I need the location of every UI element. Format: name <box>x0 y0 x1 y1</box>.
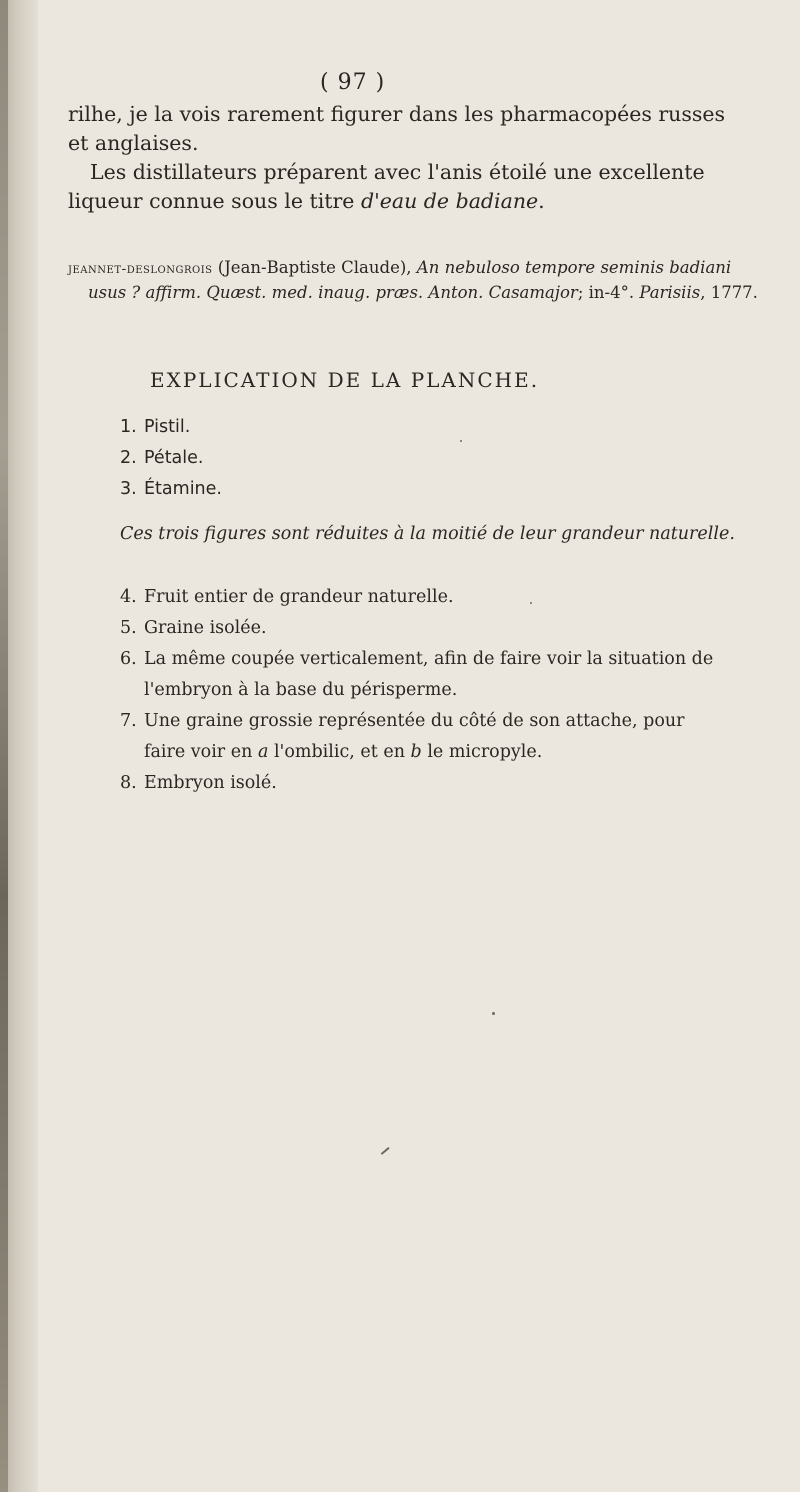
list-item-number: 7. <box>120 711 137 731</box>
reference-author-details: (Jean-Baptiste Claude), <box>212 258 417 277</box>
list-item <box>120 613 726 644</box>
list-item <box>120 412 222 443</box>
list-item <box>120 582 726 613</box>
list-item-text-pre: Une graine grossie représentée du côté de son attache, pour faire voir en <box>144 711 685 762</box>
paragraph-2 <box>68 158 738 216</box>
reference-title: An nebuloso tempore seminis badiani usus ? affirm. Quæst. med. inaug. præs. Anton. Casamajor <box>88 258 732 302</box>
reference-author: jeannet-deslongrois <box>68 261 213 277</box>
list-item-text: Embryon isolé. <box>144 773 277 793</box>
list-item-text: Pistil. <box>144 417 191 437</box>
list-item-number: 3. <box>120 479 137 499</box>
list-item-number: 6. <box>120 649 137 669</box>
list-item-number: 4. <box>120 587 137 607</box>
list-item-number: 2. <box>120 448 137 468</box>
paper-speck <box>381 1147 390 1155</box>
list-item-text-post: le micropyle. <box>421 742 543 762</box>
list-item-number: 5. <box>120 618 137 638</box>
list-item <box>120 474 222 505</box>
list-item <box>120 768 726 799</box>
list-item-number: 8. <box>120 773 137 793</box>
figure-list-2 <box>120 582 726 799</box>
list-item-text: Pétale. <box>144 448 204 468</box>
figure-list-1 <box>120 412 222 505</box>
book-spine-edge <box>0 0 8 1492</box>
list-item-text: Étamine. <box>144 479 222 499</box>
scale-note: Ces trois figures sont réduites à la moitié de leur grandeur naturelle. <box>120 524 735 544</box>
paper-speck <box>530 602 532 604</box>
paragraph-2-italic: d'eau de badiane <box>360 189 539 213</box>
reference-place: Parisiis <box>639 283 701 302</box>
section-heading: EXPLICATION DE LA PLANCHE. <box>150 368 540 392</box>
paragraph-1: rilhe, je la vois rarement figurer dans les pharmacopées russes et anglaises. <box>68 102 726 155</box>
list-item-text: Fruit entier de grandeur naturelle. <box>144 587 454 607</box>
paragraph-2-text: Les distillateurs préparent avec l'anis étoilé une excellente liqueur connue sous le titre <box>68 160 705 213</box>
reference-format: ; in-4°. <box>577 283 640 302</box>
list-item <box>120 706 726 768</box>
paragraph-2-end: . <box>538 189 545 213</box>
list-item-text: Graine isolée. <box>144 618 267 638</box>
paper-speck <box>492 1012 495 1015</box>
list-item <box>120 644 726 706</box>
page <box>40 0 780 1492</box>
paper-speck <box>460 440 462 442</box>
list-item-text: La même coupée verticalement, afin de faire voir la situation de l'embryon à la base du périsperme. <box>144 649 714 700</box>
list-item-letter-b: b <box>410 742 422 762</box>
list-item-number: 1. <box>120 417 137 437</box>
reference-year: , 1777. <box>700 283 758 302</box>
page-number: ( 97 ) <box>320 70 386 95</box>
list-item-text-mid: l'ombilic, et en <box>268 742 411 762</box>
bibliographic-reference <box>68 256 758 305</box>
list-item-letter-a: a <box>257 742 269 762</box>
list-item <box>120 443 222 474</box>
